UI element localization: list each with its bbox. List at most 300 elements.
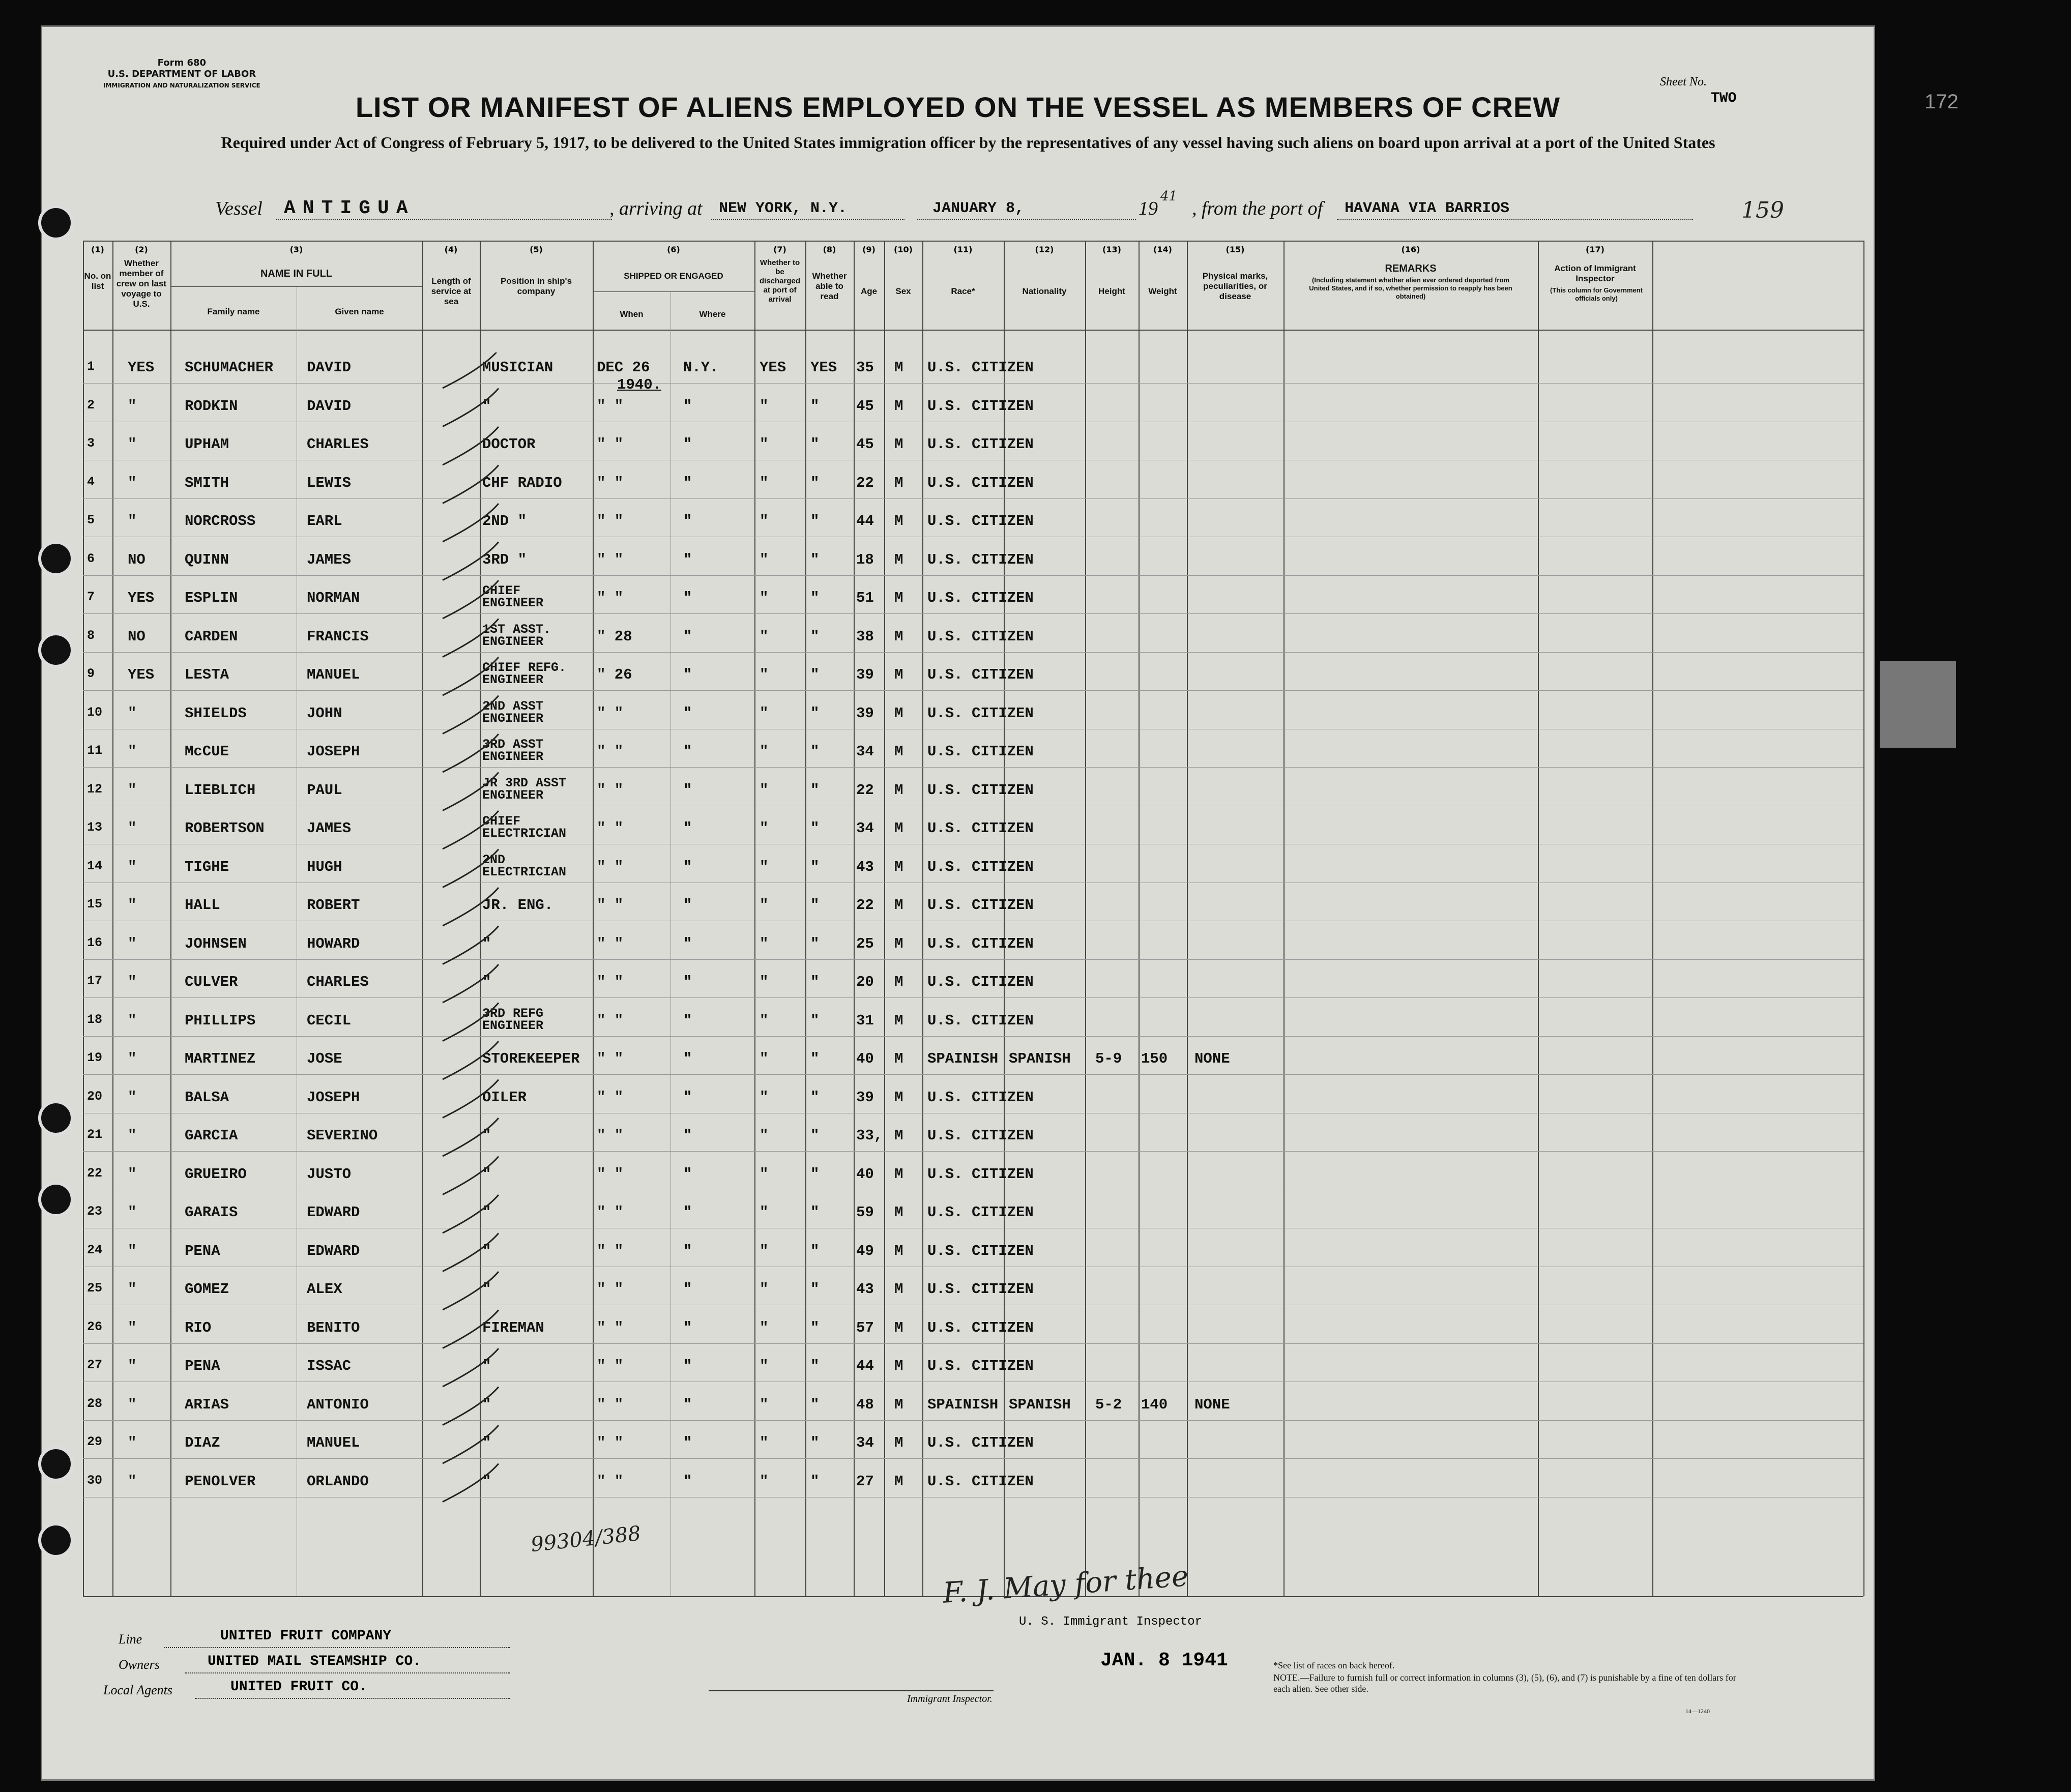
cell-able-to-read: " bbox=[810, 1242, 820, 1259]
cell-race: U.S. CITIZEN bbox=[927, 1358, 1034, 1374]
cell-row-number: 14 bbox=[87, 858, 103, 873]
cell-able-to-read: " bbox=[810, 743, 820, 760]
cell-discharged: " bbox=[760, 628, 769, 645]
header-remarks-note: (Including statement whether alien ever ordered deported from United States, and if so, whether permission to reapply has been obtained) bbox=[1309, 276, 1512, 300]
cell-given-name: ALEX bbox=[307, 1281, 342, 1298]
cell-position: 3RD ASST ENGINEER bbox=[482, 737, 544, 764]
cell-prev-voyage: NO bbox=[128, 551, 145, 568]
cell-age: 34 bbox=[856, 820, 874, 837]
cell-family-name: PENA bbox=[185, 1358, 220, 1374]
cell-age: 34 bbox=[856, 743, 874, 760]
cell-family-name: BALSA bbox=[185, 1089, 229, 1106]
cell-shipped-where: " bbox=[683, 897, 692, 914]
cell-able-to-read: " bbox=[810, 1434, 820, 1451]
cell-given-name: PAUL bbox=[307, 781, 342, 799]
service-length-stroke bbox=[443, 849, 499, 888]
cell-race: U.S. CITIZEN bbox=[927, 1127, 1034, 1144]
cell-position: " bbox=[482, 1242, 491, 1259]
cell-able-to-read: " bbox=[810, 551, 820, 568]
cell-discharged: " bbox=[760, 1050, 769, 1067]
cell-shipped-when: " " bbox=[597, 858, 624, 875]
cell-position: JR 3RD ASST ENGINEER bbox=[482, 775, 567, 803]
cell-row-number: 5 bbox=[87, 513, 95, 527]
line-value: UNITED FRUIT COMPANY bbox=[220, 1628, 392, 1644]
cell-position: 3RD " bbox=[482, 551, 527, 568]
cell-shipped-when: " " bbox=[597, 1358, 624, 1374]
column-number: (15) bbox=[1226, 245, 1245, 254]
cell-physical-marks: NONE bbox=[1194, 1050, 1230, 1067]
cell-prev-voyage: " bbox=[128, 820, 137, 837]
cell-able-to-read: " bbox=[810, 590, 820, 606]
service-length-stroke bbox=[443, 734, 499, 772]
inspector-caption: Immigrant Inspector. bbox=[907, 1693, 993, 1705]
cell-age: 39 bbox=[856, 704, 874, 722]
cell-shipped-when: DEC 26 bbox=[597, 359, 650, 376]
binder-hole bbox=[38, 205, 74, 241]
service-length-stroke bbox=[443, 696, 499, 734]
cell-discharged: " bbox=[760, 1204, 769, 1221]
column-number: (11) bbox=[953, 245, 973, 254]
cell-race: U.S. CITIZEN bbox=[927, 436, 1034, 453]
cell-able-to-read: " bbox=[810, 1358, 820, 1374]
cell-row-number: 10 bbox=[87, 704, 103, 720]
cell-discharged: " bbox=[760, 436, 769, 453]
header-position: Position in ship's company bbox=[500, 276, 572, 296]
cell-race: U.S. CITIZEN bbox=[927, 1434, 1034, 1451]
cell-given-name: CHARLES bbox=[307, 436, 369, 453]
cell-sex: M bbox=[894, 1165, 903, 1183]
cell-family-name: McCUE bbox=[185, 743, 229, 760]
cell-shipped-when: " " bbox=[597, 1165, 624, 1183]
header-physical-marks: Physical marks, peculiarities, or disease bbox=[1202, 271, 1268, 301]
column-number: (8) bbox=[823, 245, 836, 254]
page-subtitle: Required under Act of Congress of February 5, 1917, to be delivered to the United States immigration officer by the representatives of any vessel having such aliens on board upon arrival at a port of the United States bbox=[221, 133, 1715, 152]
binder-hole bbox=[38, 1446, 74, 1482]
cell-prev-voyage: " bbox=[128, 1050, 137, 1067]
cell-sex: M bbox=[894, 1434, 903, 1451]
cell-race: U.S. CITIZEN bbox=[927, 781, 1034, 799]
cell-row-number: 25 bbox=[87, 1281, 103, 1296]
cell-sex: M bbox=[894, 628, 903, 645]
sheet-label: Sheet No. bbox=[1660, 75, 1707, 89]
cell-position: OILER bbox=[482, 1089, 527, 1106]
service-length-stroke bbox=[443, 811, 499, 849]
cell-row-number: 9 bbox=[87, 666, 95, 681]
cell-family-name: LIEBLICH bbox=[185, 781, 256, 799]
header-service-length: Length of service at sea bbox=[431, 276, 472, 306]
header-given-name: Given name bbox=[335, 307, 384, 316]
cell-shipped-where: " bbox=[683, 704, 692, 722]
cell-shipped-when: " " bbox=[597, 513, 624, 530]
cell-race: U.S. CITIZEN bbox=[927, 513, 1034, 530]
cell-age: 45 bbox=[856, 436, 874, 453]
cell-race: U.S. CITIZEN bbox=[927, 935, 1034, 952]
form-code: 14—1240 bbox=[1685, 1708, 1710, 1715]
cell-prev-voyage: YES bbox=[128, 359, 155, 376]
cell-age: 59 bbox=[856, 1204, 874, 1221]
cell-able-to-read: " bbox=[810, 704, 820, 722]
cell-row-number: 8 bbox=[87, 628, 95, 643]
cell-shipped-where: " bbox=[683, 743, 692, 760]
cell-family-name: TIGHE bbox=[185, 858, 229, 875]
cell-discharged: " bbox=[760, 858, 769, 875]
races-note: *See list of races on back hereof. bbox=[1273, 1660, 1395, 1670]
cell-able-to-read: " bbox=[810, 628, 820, 645]
page-number: 172 bbox=[1924, 91, 1959, 113]
cell-age: 49 bbox=[856, 1242, 874, 1259]
cell-position: " bbox=[482, 1396, 491, 1413]
cell-row-number: 29 bbox=[87, 1434, 103, 1449]
cell-position: " bbox=[482, 1473, 491, 1490]
cell-race: U.S. CITIZEN bbox=[927, 820, 1034, 837]
cell-shipped-when: " " bbox=[597, 1434, 624, 1451]
cell-able-to-read: " bbox=[810, 1319, 820, 1336]
cell-shipped-where: " bbox=[683, 590, 692, 606]
cell-row-number: 15 bbox=[87, 897, 103, 912]
cell-shipped-when: " " bbox=[597, 436, 624, 453]
cell-race: U.S. CITIZEN bbox=[927, 666, 1034, 683]
column-number: (9) bbox=[862, 245, 876, 254]
cell-age: 33, bbox=[856, 1127, 883, 1144]
cell-race: U.S. CITIZEN bbox=[927, 897, 1034, 914]
cell-prev-voyage: " bbox=[128, 1396, 137, 1413]
cell-able-to-read: " bbox=[810, 935, 820, 952]
cell-family-name: NORCROSS bbox=[185, 513, 256, 530]
cell-race: U.S. CITIZEN bbox=[927, 1089, 1034, 1106]
column-number: (16) bbox=[1401, 245, 1420, 254]
department: U.S. DEPARTMENT OF LABOR bbox=[107, 69, 256, 79]
cell-race: U.S. CITIZEN bbox=[927, 1204, 1034, 1221]
cell-able-to-read: " bbox=[810, 397, 820, 415]
cell-position: STOREKEEPER bbox=[482, 1050, 580, 1067]
cell-row-number: 21 bbox=[87, 1127, 103, 1142]
cell-race: U.S. CITIZEN bbox=[927, 628, 1034, 645]
cell-discharged: " bbox=[760, 1012, 769, 1029]
cell-age: 22 bbox=[856, 781, 874, 799]
cell-sex: M bbox=[894, 1127, 903, 1144]
header-no-on-list: No. on list bbox=[84, 271, 111, 291]
cell-physical-marks: NONE bbox=[1194, 1396, 1230, 1413]
cell-discharged: " bbox=[760, 781, 769, 799]
cell-shipped-when: " " bbox=[597, 1319, 624, 1336]
service-length-stroke bbox=[443, 504, 499, 542]
cell-able-to-read: " bbox=[810, 1050, 820, 1067]
column-number: (14) bbox=[1153, 245, 1172, 254]
cell-race: U.S. CITIZEN bbox=[927, 1281, 1034, 1298]
cell-discharged: " bbox=[760, 1358, 769, 1374]
form-identifier bbox=[103, 57, 260, 91]
cell-prev-voyage: " bbox=[128, 474, 137, 491]
cell-position: " bbox=[482, 1165, 491, 1183]
cell-discharged: " bbox=[760, 1281, 769, 1298]
cell-family-name: GARCIA bbox=[185, 1127, 238, 1144]
cell-able-to-read: " bbox=[810, 1165, 820, 1183]
cell-age: 27 bbox=[856, 1473, 874, 1490]
vessel-label: Vessel bbox=[215, 198, 262, 219]
cell-row-number: 22 bbox=[87, 1165, 103, 1181]
cell-shipped-where: " bbox=[683, 1358, 692, 1374]
cell-family-name: LESTA bbox=[185, 666, 229, 683]
cell-row-number: 3 bbox=[87, 436, 95, 451]
service-length-stroke bbox=[443, 619, 499, 657]
cell-discharged: " bbox=[760, 935, 769, 952]
from-label: , from the port of bbox=[1192, 198, 1323, 219]
cell-position: FIREMAN bbox=[482, 1319, 544, 1336]
cell-family-name: ARIAS bbox=[185, 1396, 229, 1413]
cell-position: " bbox=[482, 935, 491, 952]
cell-row-number: 11 bbox=[87, 743, 103, 758]
service-length-stroke bbox=[443, 773, 499, 811]
cell-shipped-when: " " bbox=[597, 1089, 624, 1106]
cell-position: 2ND " bbox=[482, 513, 527, 530]
cell-family-name: CULVER bbox=[185, 974, 238, 990]
cell-family-name: PENA bbox=[185, 1242, 220, 1259]
cell-discharged: " bbox=[760, 1242, 769, 1259]
cell-sex: M bbox=[894, 590, 903, 606]
header-height: Height bbox=[1098, 286, 1125, 296]
cell-sex: M bbox=[894, 551, 903, 568]
cell-shipped-when: " " bbox=[597, 1281, 624, 1298]
cell-age: 40 bbox=[856, 1165, 874, 1183]
cell-sex: M bbox=[894, 1012, 903, 1029]
cell-prev-voyage: " bbox=[128, 743, 137, 760]
cell-shipped-where: " bbox=[683, 1127, 692, 1144]
cell-age: 44 bbox=[856, 1358, 874, 1374]
cell-position: DOCTOR bbox=[482, 436, 536, 453]
cell-row-number: 16 bbox=[87, 935, 103, 950]
cell-position: " bbox=[482, 1281, 491, 1298]
vessel-name: ANTIGUA bbox=[284, 197, 415, 219]
cell-prev-voyage: " bbox=[128, 1089, 137, 1106]
cell-row-number: 18 bbox=[87, 1012, 103, 1027]
column-number: (7) bbox=[773, 245, 786, 254]
cell-shipped-when: " " bbox=[597, 781, 624, 799]
cell-position: CHF RADIO bbox=[482, 474, 562, 491]
cell-family-name: GARAIS bbox=[185, 1204, 238, 1221]
cell-shipped-when: " " bbox=[597, 474, 624, 491]
year-suffix: 41 bbox=[1160, 189, 1178, 204]
adjacent-page-edge bbox=[1880, 661, 1956, 748]
cell-given-name: ROBERT bbox=[307, 897, 360, 914]
service-length-stroke bbox=[443, 926, 499, 964]
service-length-stroke bbox=[443, 888, 499, 926]
cell-age: 44 bbox=[856, 513, 874, 530]
cell-given-name: BENITO bbox=[307, 1319, 360, 1336]
cell-discharged: " bbox=[760, 1089, 769, 1106]
service-length-stroke bbox=[443, 580, 499, 619]
cell-sex: M bbox=[894, 1473, 903, 1490]
cell-race: U.S. CITIZEN bbox=[927, 743, 1034, 760]
cell-shipped-when: " " bbox=[597, 743, 624, 760]
owners-label: Owners bbox=[119, 1657, 160, 1672]
cell-given-name: JAMES bbox=[307, 551, 352, 568]
binder-hole bbox=[38, 1522, 74, 1558]
cell-sex: M bbox=[894, 1242, 903, 1259]
service-length-stroke bbox=[443, 542, 499, 580]
cell-shipped-where: " bbox=[683, 858, 692, 875]
cell-row-number: 7 bbox=[87, 590, 95, 604]
cell-discharged: YES bbox=[760, 359, 786, 376]
header-remarks: REMARKS bbox=[1385, 263, 1437, 274]
cell-race: U.S. CITIZEN bbox=[927, 704, 1034, 722]
cell-row-number: 2 bbox=[87, 397, 95, 413]
year-row: 1940. bbox=[617, 376, 662, 393]
cell-age: 22 bbox=[856, 474, 874, 491]
cell-given-name: JUSTO bbox=[307, 1165, 352, 1183]
service-length-stroke bbox=[443, 1003, 499, 1041]
cell-discharged: " bbox=[760, 743, 769, 760]
cell-shipped-where: " bbox=[683, 1204, 692, 1221]
service-length-stroke bbox=[443, 427, 499, 465]
cell-prev-voyage: " bbox=[128, 1281, 137, 1298]
cell-row-number: 6 bbox=[87, 551, 95, 566]
cell-sex: M bbox=[894, 781, 903, 799]
cell-shipped-when: " " bbox=[597, 1204, 624, 1221]
cell-family-name: SMITH bbox=[185, 474, 229, 491]
cell-discharged: " bbox=[760, 474, 769, 491]
header-inspector-note: (This column for Government officials only) bbox=[1550, 286, 1643, 302]
cell-prev-voyage: " bbox=[128, 1358, 137, 1374]
cell-shipped-where: " bbox=[683, 1473, 692, 1490]
service-length-stroke bbox=[443, 657, 499, 695]
cell-shipped-when: " " bbox=[597, 1242, 624, 1259]
cell-family-name: RODKIN bbox=[185, 397, 238, 415]
cell-shipped-where: " bbox=[683, 628, 692, 645]
cell-able-to-read: " bbox=[810, 1281, 820, 1298]
cell-race: U.S. CITIZEN bbox=[927, 359, 1034, 376]
cell-shipped-where: " bbox=[683, 1319, 692, 1336]
cell-sex: M bbox=[894, 1358, 903, 1374]
cell-race: U.S. CITIZEN bbox=[927, 397, 1034, 415]
cell-given-name: HUGH bbox=[307, 858, 342, 875]
service-length-stroke bbox=[443, 1233, 499, 1272]
cell-position: " bbox=[482, 974, 491, 990]
cell-prev-voyage: " bbox=[128, 397, 137, 415]
column-number: (2) bbox=[135, 245, 148, 254]
column-number: (5) bbox=[530, 245, 543, 254]
cell-given-name: EARL bbox=[307, 513, 342, 530]
cell-discharged: " bbox=[760, 590, 769, 606]
service-length-stroke bbox=[443, 1310, 499, 1348]
cell-row-number: 19 bbox=[87, 1050, 103, 1065]
cell-shipped-when: " " bbox=[597, 820, 624, 837]
cell-discharged: " bbox=[760, 1434, 769, 1451]
header-when: When bbox=[620, 309, 644, 319]
cell-discharged: " bbox=[760, 1396, 769, 1413]
cell-position: 2ND ELECTRICIAN bbox=[482, 852, 567, 879]
cell-race: U.S. CITIZEN bbox=[927, 551, 1034, 568]
cell-family-name: MARTINEZ bbox=[185, 1050, 256, 1067]
cell-given-name: CECIL bbox=[307, 1012, 352, 1029]
cell-able-to-read: " bbox=[810, 781, 820, 799]
line-label: Line bbox=[119, 1632, 142, 1647]
cell-age: 39 bbox=[856, 666, 874, 683]
cell-family-name: UPHAM bbox=[185, 436, 229, 453]
cell-shipped-where: " bbox=[683, 474, 692, 491]
cell-shipped-where: " bbox=[683, 820, 692, 837]
manifest-table bbox=[83, 241, 1863, 1596]
header-name-in-full: NAME IN FULL bbox=[260, 268, 333, 279]
cell-prev-voyage: " bbox=[128, 1473, 137, 1490]
penalty-note: NOTE.—Failure to furnish full or correct information in columns (3), (5), (6), and (7) is punishable by a fine of ten dollars for each alien. See other side. bbox=[1273, 1672, 1736, 1694]
cell-able-to-read: " bbox=[810, 1473, 820, 1490]
cell-prev-voyage: " bbox=[128, 935, 137, 952]
cell-race: U.S. CITIZEN bbox=[927, 590, 1034, 606]
cell-given-name: NORMAN bbox=[307, 590, 360, 606]
cell-shipped-where: " bbox=[683, 1012, 692, 1029]
cell-given-name: FRANCIS bbox=[307, 628, 369, 645]
us-immigrant-inspector: U. S. Immigrant Inspector bbox=[1019, 1615, 1203, 1629]
cell-shipped-where: " bbox=[683, 551, 692, 568]
arrival-date: JANUARY 8, bbox=[932, 200, 1025, 217]
cell-shipped-when: " " bbox=[597, 1473, 624, 1490]
cell-row-number: 24 bbox=[87, 1242, 103, 1257]
cell-position: CHIEF ELECTRICIAN bbox=[482, 814, 567, 841]
cell-row-number: 28 bbox=[87, 1396, 103, 1411]
from-port: HAVANA VIA BARRIOS bbox=[1345, 200, 1510, 217]
cell-shipped-when: " " bbox=[597, 590, 624, 606]
cell-shipped-where: " bbox=[683, 974, 692, 990]
cell-able-to-read: " bbox=[810, 1396, 820, 1413]
owners-value: UNITED MAIL STEAMSHIP CO. bbox=[208, 1654, 422, 1669]
cell-age: 31 bbox=[856, 1012, 874, 1029]
cell-race: SPAINISH bbox=[927, 1050, 999, 1067]
cell-shipped-where: " bbox=[683, 1242, 692, 1259]
cell-position: " bbox=[482, 1434, 491, 1451]
cell-nationality: SPANISH bbox=[1009, 1396, 1071, 1413]
cell-able-to-read: " bbox=[810, 1089, 820, 1106]
column-number: (12) bbox=[1035, 245, 1054, 254]
service-length-stroke bbox=[443, 1080, 499, 1118]
cell-position: " bbox=[482, 1204, 491, 1221]
cell-given-name: SEVERINO bbox=[307, 1127, 378, 1144]
cell-age: 20 bbox=[856, 974, 874, 990]
cell-shipped-where: " bbox=[683, 666, 692, 683]
cell-family-name: HALL bbox=[185, 897, 220, 914]
cell-discharged: " bbox=[760, 1127, 769, 1144]
header-family-name: Family name bbox=[207, 307, 260, 316]
service-length-stroke bbox=[443, 1387, 499, 1425]
cell-prev-voyage: " bbox=[128, 1127, 137, 1144]
cell-prev-voyage: " bbox=[128, 1204, 137, 1221]
cell-prev-voyage: NO bbox=[128, 628, 145, 645]
cell-position: CHIEF ENGINEER bbox=[482, 583, 544, 610]
service-length-stroke bbox=[443, 1464, 499, 1502]
header-nationality: Nationality bbox=[1022, 286, 1067, 296]
cell-given-name: JOSEPH bbox=[307, 743, 360, 760]
service-length-stroke bbox=[443, 465, 499, 504]
cell-shipped-where: " bbox=[683, 1050, 692, 1067]
cell-race: U.S. CITIZEN bbox=[927, 858, 1034, 875]
cell-weight: 150 bbox=[1141, 1050, 1168, 1067]
binder-hole bbox=[38, 541, 74, 576]
service-length-stroke bbox=[443, 1272, 499, 1310]
cell-age: 45 bbox=[856, 397, 874, 415]
cell-shipped-when: " " bbox=[597, 897, 624, 914]
cell-position: MUSICIAN bbox=[482, 359, 553, 376]
cell-shipped-when: " " bbox=[597, 935, 624, 952]
cell-position: 3RD REFG ENGINEER bbox=[482, 1006, 544, 1033]
cell-shipped-where: " bbox=[683, 935, 692, 952]
cell-given-name: JAMES bbox=[307, 820, 352, 837]
cell-able-to-read: " bbox=[810, 858, 820, 875]
cell-given-name: JOSE bbox=[307, 1050, 342, 1067]
cell-race: SPAINISH bbox=[927, 1396, 999, 1413]
cell-discharged: " bbox=[760, 513, 769, 530]
cell-nationality: SPANISH bbox=[1009, 1050, 1071, 1067]
header-age: Age bbox=[860, 286, 878, 296]
header-able-to-read: Whether able to read bbox=[812, 271, 847, 301]
